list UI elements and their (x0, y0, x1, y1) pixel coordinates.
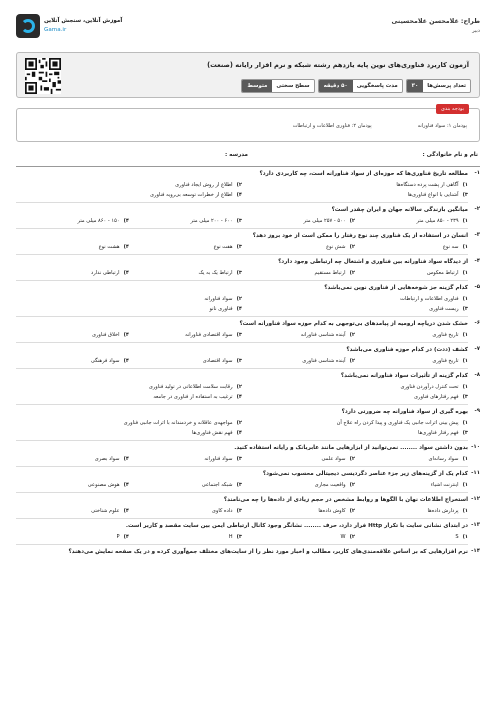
options (16, 180, 468, 200)
answer-option[interactable] (129, 454, 242, 464)
stat-difficulty: سطح سختی متوسط (241, 79, 314, 93)
option-number: ۴) (123, 482, 129, 488)
answer-option[interactable] (16, 454, 129, 464)
answer-option[interactable] (242, 216, 355, 226)
option-text: ۲۳۹ - ۸۵۰ میلی متر (416, 218, 459, 224)
option-text: ۱۵۰ - ۸۶۰ میلی متر (77, 218, 120, 224)
option-number: ۳) (236, 456, 242, 462)
option-text: سواد فناورانه (204, 456, 233, 462)
option-number: ۱) (462, 296, 468, 302)
answer-option[interactable] (16, 330, 129, 340)
option-text: اینترنت اشیاء (430, 482, 459, 488)
option-number: ۳) (236, 508, 242, 514)
option-number: ۱) (462, 270, 468, 276)
option-text: آشنایی با انواع فناوری‌ها (407, 192, 459, 198)
option-text: شش نوع (326, 244, 346, 250)
answer-option[interactable] (242, 418, 468, 428)
option-text: زیست فناوری (429, 306, 459, 312)
option-text: هشت نوع (98, 244, 120, 250)
question-number: ۹- (474, 408, 480, 414)
stat-question-count: تعداد پرسش‌ها ۳۰ (406, 79, 471, 93)
option-text: آینده شناسی فناوری (302, 358, 346, 364)
question-text: خشک شدن دریاچه ارومیه از پیامدهای بی‌توجهی به کدام حوزه سواد فناورانه است؟ (239, 321, 468, 327)
option-number: ۱) (462, 384, 468, 390)
question-item (16, 343, 480, 369)
question-text: کدام گزینه از تأثیرات سواد فناورانه نمی‌باشد؟ (340, 373, 468, 379)
exam-info-box (16, 52, 480, 98)
question-number: ۲- (474, 206, 480, 212)
answer-option[interactable] (16, 268, 129, 278)
option-text: ۶۰۰ - ۲۰۰ میلی متر (190, 218, 233, 224)
option-text: هفت نوع (213, 244, 233, 250)
option-text: داده کاوی (211, 508, 233, 514)
answer-option[interactable] (242, 454, 355, 464)
option-number: ۲) (349, 456, 355, 462)
option-text: ارتباط مستقیم (314, 270, 346, 276)
option-number: ۱) (462, 182, 468, 188)
answer-option[interactable] (129, 356, 242, 366)
question-item (16, 229, 480, 255)
answer-option[interactable] (16, 480, 129, 490)
options (16, 532, 468, 542)
option-number: ۴) (236, 306, 242, 312)
designer-role: دبیر (472, 28, 480, 34)
answer-option[interactable] (129, 242, 242, 252)
option-number: ۴) (236, 192, 242, 198)
question-number: ۱۰- (471, 444, 480, 450)
budget-box (16, 108, 480, 142)
option-number: ۳) (462, 306, 468, 312)
answer-option[interactable] (129, 268, 242, 278)
question-item (16, 405, 480, 441)
question-number: ۱- (474, 170, 480, 176)
option-number: ۳) (462, 394, 468, 400)
question-item (16, 255, 480, 281)
option-text: شبکه اجتماعی (201, 482, 233, 488)
option-number: ۲) (349, 270, 355, 276)
option-number: ۲) (349, 358, 355, 364)
option-text: P (116, 534, 120, 540)
question-text: کدام یک از گزینه‌های زیر جزء عناصر دگردیسی دیجیتالی محسوب نمی‌شود؟ (262, 471, 468, 477)
option-text: فهم نقش فناوری‌ها (191, 430, 233, 436)
question-text: انسان در استفاده از یک فناوری چند نوع رفتار را ممکن است از خود بروز دهد؟ (252, 233, 468, 239)
option-text: ارتباط یک به یک (198, 270, 233, 276)
options (16, 418, 468, 438)
option-text: سواد فناورانه (204, 296, 233, 302)
option-number: ۳) (236, 218, 242, 224)
options (16, 294, 468, 314)
answer-option[interactable] (242, 294, 468, 304)
brand[interactable] (16, 14, 122, 38)
option-text: فناوری نانو (209, 306, 233, 312)
answer-option[interactable] (355, 480, 468, 490)
option-number: ۳) (462, 430, 468, 436)
option-number: ۴) (123, 332, 129, 338)
student-name-label: نام و نام خانوادگی : (422, 152, 478, 158)
student-info (16, 152, 480, 158)
question-number: ۵- (474, 284, 480, 290)
option-number: ۴) (236, 394, 242, 400)
option-number: ۴) (123, 508, 129, 514)
designer-name: طراح: غلامحسن غلامحسینی (391, 18, 480, 25)
question-item (16, 493, 480, 519)
option-number: ۱) (462, 358, 468, 364)
gama-logo-icon (16, 14, 40, 38)
option-text: اطلاع از خطرات توسعه بی‌رویه فناوری (150, 192, 233, 198)
answer-option[interactable] (355, 454, 468, 464)
option-text: سواد فرهنگی (90, 358, 120, 364)
option-text: آینده شناسی فناورانه (300, 332, 346, 338)
answer-option[interactable] (242, 242, 355, 252)
question-item (16, 545, 480, 556)
option-number: ۳) (236, 332, 242, 338)
option-number: ۴) (123, 270, 129, 276)
option-text: سواد اقتصادی (202, 358, 233, 364)
option-text: اخلاق فناوری (91, 332, 120, 338)
option-text: رقابت سلامت اطلاعاتی در تولید فناوری (148, 384, 233, 390)
question-number: ۴- (474, 258, 480, 264)
option-number: ۱) (462, 218, 468, 224)
question-text: کدام گزینه جز شوخه‌هایی از فناوری نوین نمی‌باشد؟ (324, 285, 468, 291)
option-text: سواد رسانه‌ای (428, 456, 459, 462)
answer-option[interactable] (242, 382, 468, 392)
question-item (16, 519, 480, 545)
option-text: سواد اقتصادی فناورانه (185, 332, 233, 338)
question-text: بدون داشتن سواد ........ نمی‌توانید از ابزارهایی مانند عابربانک و رایانه استفاده کنید. (234, 445, 468, 451)
answer-option[interactable] (16, 242, 129, 252)
option-number: ۲) (236, 182, 242, 188)
question-number: ۸- (474, 372, 480, 378)
options (16, 330, 468, 340)
option-text: W (340, 534, 346, 540)
question-item (16, 281, 480, 317)
options (16, 480, 468, 490)
question-text: میانگین بازندگی سالانه جهان و ایران چقدر است؟ (331, 207, 468, 213)
option-text: ترغیب به استفاده از فناوری در جامعه (153, 394, 233, 400)
exam-title: آزمون کاربرد فناوری‌های نوین پایه یازدهم رشته شبکه و نرم افزار رایانه (صنعت) (207, 61, 469, 69)
answer-option[interactable] (355, 268, 468, 278)
option-number: ۲) (349, 244, 355, 250)
answer-option[interactable] (355, 242, 468, 252)
brand-slogan: آموزش آنلاین، سنجش آنلاین (44, 18, 123, 24)
answer-option[interactable] (16, 382, 242, 392)
answer-option[interactable] (16, 532, 129, 542)
option-number: ۴) (236, 430, 242, 436)
answer-option[interactable] (242, 428, 468, 438)
answer-option[interactable] (129, 480, 242, 490)
answer-option[interactable] (242, 356, 355, 366)
options (16, 242, 468, 252)
answer-option[interactable] (355, 356, 468, 366)
option-number: ۴) (123, 456, 129, 462)
option-text: هوش مصنوعی (87, 482, 120, 488)
option-text: تحت کنترل درآوردن فناوری (400, 384, 459, 390)
option-text: پیش بینی اثرات جانبی یک فناوری و پیدا کردن راه علاج آن (336, 420, 459, 426)
option-text: سه نوع (442, 244, 459, 250)
answer-option[interactable] (16, 392, 242, 402)
option-text: سواد علمی (321, 456, 346, 462)
option-number: ۲) (349, 508, 355, 514)
question-text: نرم افزارهایی که بر اساس علاقه‌مندی‌های کاربر، مطالب و اخبار مورد نظر را از سایت‌های مختلف جمع‌آوری کرده و در یک صفحه نمایش می‌دهند؟ (68, 549, 468, 555)
answer-option[interactable] (16, 294, 242, 304)
answer-option[interactable] (242, 268, 355, 278)
question-text: در ابتدای نشانی سایت با تکرار Http فرار دارد، حرف ........ نشانگر وجود کانال ارتباطی ایمن بین سایت مقصد و کاربر است. (125, 523, 468, 529)
option-number: ۳) (236, 534, 242, 540)
option-number: ۳) (462, 192, 468, 198)
option-text: S (455, 534, 459, 540)
option-number: ۲) (236, 384, 242, 390)
answer-option[interactable] (355, 532, 468, 542)
exam-stats (241, 79, 471, 93)
option-number: ۳) (236, 358, 242, 364)
brand-url: Gama.ir (44, 27, 67, 33)
answer-option[interactable] (16, 418, 242, 428)
options (16, 382, 468, 402)
option-text: آگاهی از پشت پرده دستگاه‌ها (396, 182, 459, 188)
answer-option[interactable] (355, 330, 468, 340)
option-text: علوم شناختی (91, 508, 120, 514)
answer-option[interactable] (242, 392, 468, 402)
answer-option[interactable] (242, 506, 355, 516)
option-text: مواجهه‌ی عاقلانه و خردمندانه با اثرات جانبی فناوری (123, 420, 233, 426)
answer-option[interactable] (355, 506, 468, 516)
answer-option[interactable] (16, 180, 242, 190)
question-text: استخراج اطلاعات نهان با الگوها و روابط مشخص در حجم زیادی از داده‌ها را چه می‌نامند؟ (223, 497, 468, 503)
question-item (16, 441, 480, 467)
page-header (16, 14, 480, 44)
option-number: ۴) (123, 244, 129, 250)
question-item (16, 467, 480, 493)
options (16, 216, 468, 226)
module-1: پودمان ۱: سواد فناورانه (417, 123, 467, 129)
school-label: مدرسه : (225, 152, 248, 158)
answer-option[interactable] (129, 216, 242, 226)
option-number: ۱) (462, 482, 468, 488)
answer-option[interactable] (129, 532, 242, 542)
question-number: ۷- (474, 346, 480, 352)
options (16, 454, 468, 464)
option-number: ۲) (349, 482, 355, 488)
option-number: ۳) (236, 270, 242, 276)
question-list (16, 167, 480, 556)
options (16, 356, 468, 366)
answer-option[interactable] (16, 190, 242, 200)
question-number: ۳- (474, 232, 480, 238)
question-number: ۱۲- (471, 496, 480, 502)
question-item (16, 167, 480, 203)
option-number: ۳) (236, 244, 242, 250)
option-text: ۵۰۰ - ۲۵۷ میلی متر (303, 218, 346, 224)
question-number: ۱۳- (471, 522, 480, 528)
options (16, 506, 468, 516)
option-text: تاریخ فناوری (432, 332, 459, 338)
option-number: ۴) (123, 358, 129, 364)
answer-option[interactable] (355, 216, 468, 226)
option-text: ارتباط معکوس (427, 270, 459, 276)
option-number: ۳) (236, 482, 242, 488)
option-text: واقعیت مجازی (314, 482, 346, 488)
option-number: ۲) (236, 420, 242, 426)
option-text: کاوش داده‌ها (318, 508, 346, 514)
question-number: ۱۱- (471, 470, 480, 476)
question-text: کشف (ددت) در کدام حوزه فناوری می‌باشد؟ (346, 347, 468, 353)
option-text: فهم رفتار فناوری‌ها (418, 430, 459, 436)
options (16, 268, 468, 278)
question-item (16, 369, 480, 405)
option-number: ۱) (462, 508, 468, 514)
option-number: ۴) (123, 218, 129, 224)
qr-code-icon[interactable] (25, 58, 61, 94)
question-item (16, 203, 480, 229)
answer-option[interactable] (242, 532, 355, 542)
option-number: ۲) (349, 332, 355, 338)
option-number: ۲) (349, 534, 355, 540)
option-text: فهم رفتارهای فناوری (414, 394, 459, 400)
answer-option[interactable] (16, 506, 129, 516)
question-text: مطالعه تاریخ فناوری‌ها که حوزه‌ای از سواد فناورانه است، چه کاربردی دارد؟ (259, 171, 468, 177)
question-number: ۱۴- (471, 548, 480, 554)
option-text: پردازش داده‌ها (427, 508, 459, 514)
answer-option[interactable] (16, 216, 129, 226)
budget-tag: بودجه بندی (436, 104, 469, 114)
option-number: ۲) (236, 296, 242, 302)
answer-option[interactable] (16, 304, 242, 314)
option-number: ۱) (462, 534, 468, 540)
module-2: پودمان ۲: فناوری اطلاعات و ارتباطات (292, 123, 372, 129)
option-text: سواد بصری (94, 456, 120, 462)
question-item (16, 317, 480, 343)
answer-option[interactable] (242, 304, 468, 314)
answer-option[interactable] (16, 356, 129, 366)
question-text: بهره گیری از سواد فناورانه چه ضرورتی دارد؟ (341, 409, 468, 415)
option-number: ۱) (462, 244, 468, 250)
answer-option[interactable] (129, 330, 242, 340)
option-number: ۲) (349, 218, 355, 224)
option-text: ارتباطی ندارد (91, 270, 120, 276)
option-number: ۴) (123, 534, 129, 540)
option-text: H (228, 534, 233, 540)
option-number: ۱) (462, 332, 468, 338)
stat-duration: مدت پاسخگویی ۵۰ دقیقه (318, 79, 403, 93)
option-number: ۱) (462, 420, 468, 426)
option-text: تاریخ فناوری (432, 358, 459, 364)
question-text: از دیدگاه سواد فناورانه بین فناوری و اشتغال چه ارتباطی وجود دارد؟ (278, 259, 468, 265)
option-number: ۱) (462, 456, 468, 462)
option-text: فناوری اطلاعات و ارتباطات (400, 296, 459, 302)
answer-option[interactable] (242, 330, 355, 340)
question-number: ۶- (474, 320, 480, 326)
option-text: اطلاع از روش ایجاد فناوری (175, 182, 233, 188)
answer-option[interactable] (242, 480, 355, 490)
answer-option[interactable] (129, 506, 242, 516)
answer-option[interactable] (242, 190, 468, 200)
answer-option[interactable] (16, 428, 242, 438)
answer-option[interactable] (242, 180, 468, 190)
